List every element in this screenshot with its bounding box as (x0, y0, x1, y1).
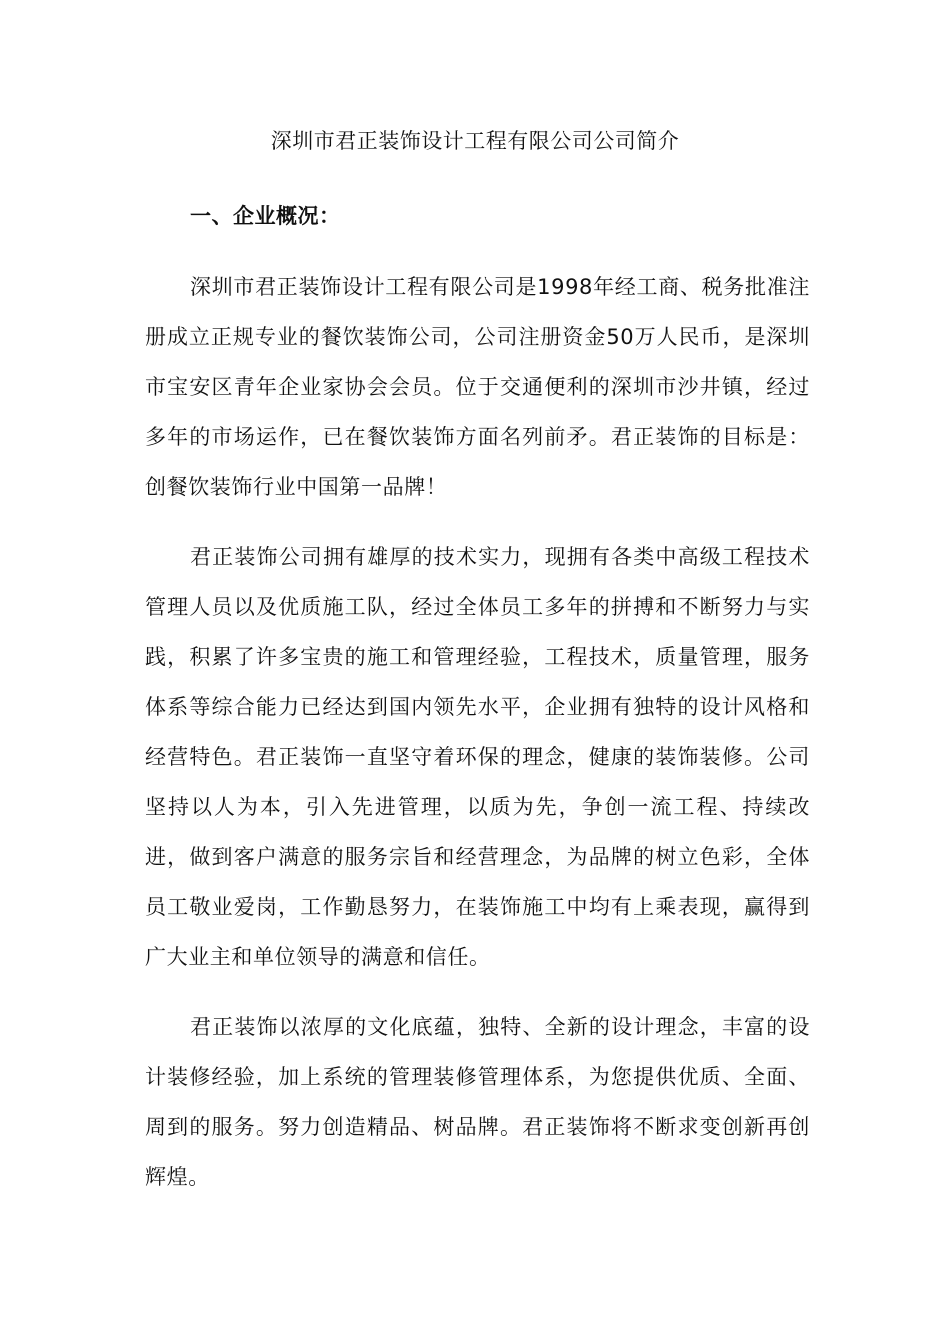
paragraph-technical-strength: 君正装饰公司拥有雄厚的技术实力，现拥有各类中高级工程技术管理人员以及优质施工队，经过全体员工多年的拼搏和不断努力与实践，积累了许多宝贵的施工和管理经验，工程技术，质量管理，服务体系等综合能力已经达到国内领先水平，企业拥有独特的设计风格和经营特色。君正装饰一直坚守着环保的理念，健康的装饰装修。公司坚持以人为本，引入先进管理，以质为先，争创一流工程、持续改进，做到客户满意的服务宗旨和经营理念，为品牌的树立色彩，全体员工敬业爱岗，工作勤恳努力，在装饰施工中均有上乘表现，赢得到广大业主和单位领导的满意和信任。 (145, 545, 810, 969)
section-heading: 一、企业概况： (190, 204, 341, 228)
paragraph-design-philosophy: 君正装饰以浓厚的文化底蕴，独特、全新的设计理念，丰富的设计装修经验，加上系统的管理装修管理体系，为您提供优质、全面、周到的服务。努力创造精品、树品牌。君正装饰将不断求变创新再创辉煌。 (145, 1015, 810, 1189)
document-title: 深圳市君正装饰设计工程有限公司公司简介 (270, 129, 680, 153)
paragraph-company-overview: 深圳市君正装饰设计工程有限公司是1998年经工商、税务批准注册成立正规专业的餐饮装饰公司，公司注册资金50万人民币，是深圳市宝安区青年企业家协会会员。位于交通便利的深圳市沙井镇，经过多年的市场运作，已在餐饮装饰方面名列前矛。君正装饰的目标是：创餐饮装饰行业中国第一品牌！ (145, 275, 810, 499)
